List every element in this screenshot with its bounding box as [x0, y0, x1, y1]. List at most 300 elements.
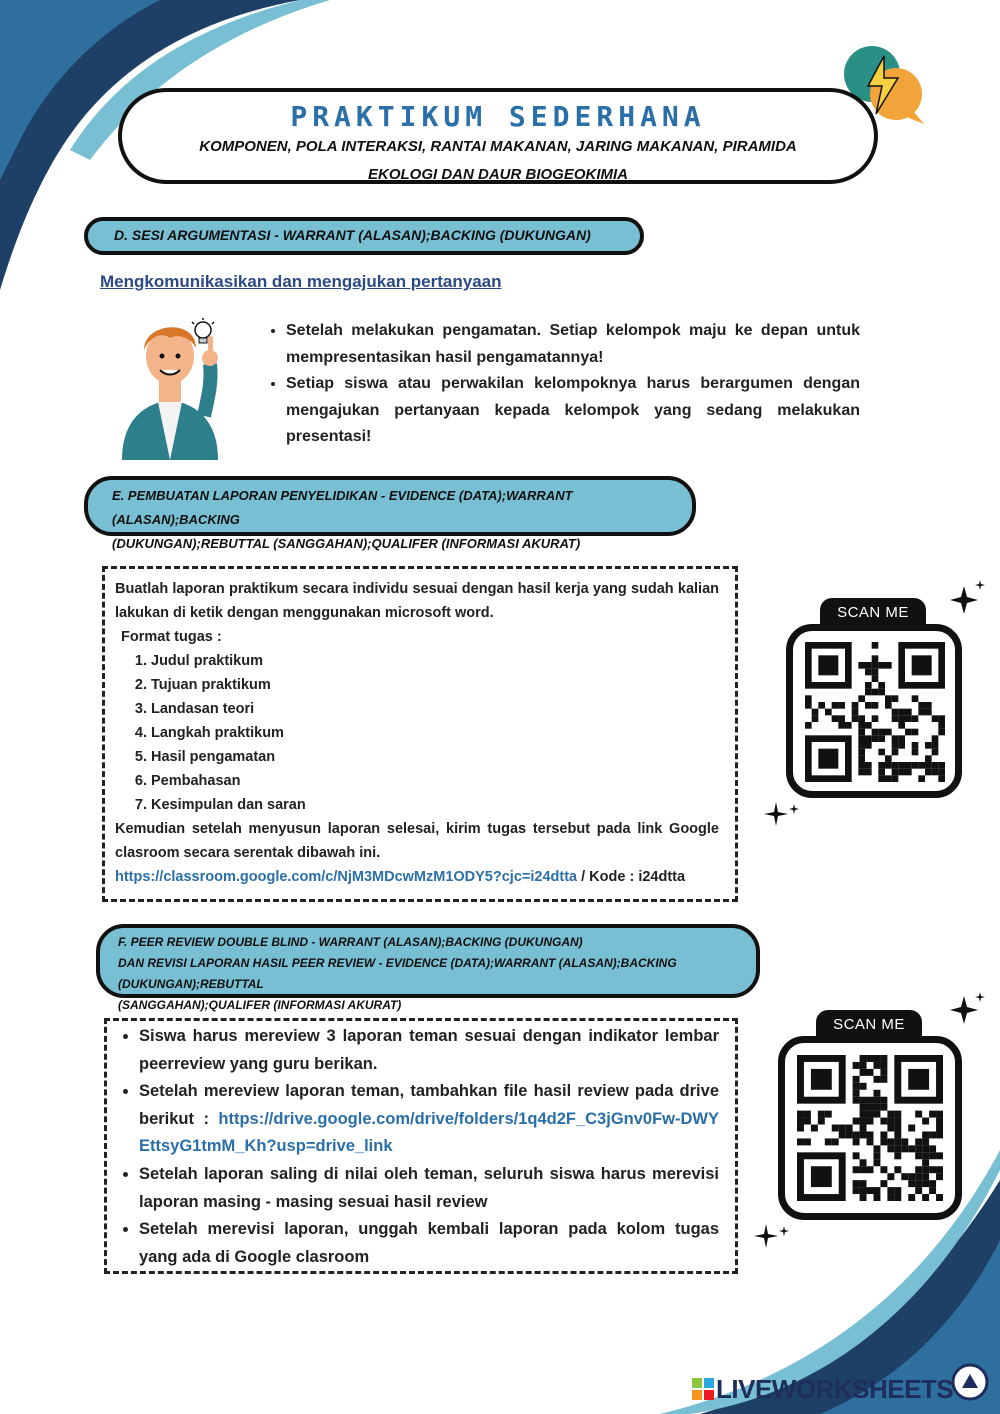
- qr-module: [872, 689, 879, 696]
- qr-code-pattern: [805, 642, 945, 782]
- qr-module: [872, 662, 879, 669]
- qr-module: [936, 1118, 943, 1125]
- qr-module: [901, 1173, 908, 1180]
- list-item: • Setiap siswa atau perwakilan kelompoknya harus berargumen dengan mengajukan pertanyaan kepada kelompok yang sedang melakukan presentasi!: [286, 371, 860, 451]
- qr-module: [867, 1166, 874, 1173]
- qr-module: [873, 1194, 880, 1201]
- qr-module: [922, 1194, 929, 1201]
- qr-code-pattern: [797, 1055, 943, 1201]
- qr-module: [892, 769, 899, 776]
- qr-module: [867, 1055, 874, 1062]
- qr-module: [908, 1173, 915, 1180]
- qr-module: [922, 1118, 929, 1125]
- qr-module: [887, 1145, 894, 1152]
- qr-module: [878, 775, 885, 782]
- qr-module: [853, 1090, 860, 1097]
- list-item: 7. Kesimpulan dan saran: [151, 793, 719, 817]
- qr-module: [878, 729, 885, 736]
- qr-module: [845, 722, 852, 729]
- format-label: Format tugas :: [121, 629, 222, 645]
- qr-module: [805, 695, 812, 702]
- list-item: 1. Judul praktikum: [151, 649, 719, 673]
- qr-module: [912, 729, 919, 736]
- qr-module: [925, 762, 932, 769]
- qr-module: [825, 1111, 832, 1118]
- qr-module: [878, 769, 885, 776]
- qr-module: [885, 729, 892, 736]
- qr-module: [936, 1194, 943, 1201]
- qr-module: [858, 729, 865, 736]
- qr-module: [938, 762, 945, 769]
- qr-module: [929, 1145, 936, 1152]
- qr-module: [922, 1131, 929, 1138]
- qr-module: [797, 1138, 804, 1145]
- qr-module: [898, 762, 905, 769]
- qr-module: [922, 1166, 929, 1173]
- section-f-heading-line-2: DAN REVISI LAPORAN HASIL PEER REVIEW - EVIDENCE (DATA);WARRANT (ALASAN);BACKING (DUKUNGAN);REBUTTAL: [118, 956, 677, 991]
- report-instructions-box: [102, 566, 738, 902]
- qr-module: [894, 1166, 901, 1173]
- qr-module: [929, 1180, 936, 1187]
- qr-module: [880, 1062, 887, 1069]
- scan-me-label: SCAN ME: [816, 1010, 922, 1040]
- qr-module: [873, 1090, 880, 1097]
- qr-module: [901, 1138, 908, 1145]
- qr-module: [894, 1118, 901, 1125]
- qr-module: [932, 715, 939, 722]
- qr-module: [915, 1166, 922, 1173]
- qr-module: [858, 715, 865, 722]
- qr-module: [858, 762, 865, 769]
- qr-module: [853, 1187, 860, 1194]
- qr-module: [867, 1131, 874, 1138]
- qr-module: [936, 1173, 943, 1180]
- qr-module: [918, 709, 925, 716]
- qr-module: [885, 755, 892, 762]
- qr-module: [832, 1125, 839, 1132]
- page-title: PRAKTIKUM SEDERHANA: [290, 100, 706, 133]
- qr-module: [885, 762, 892, 769]
- qr-module: [805, 722, 812, 729]
- qr-module: [853, 1118, 860, 1125]
- qr-module: [915, 1187, 922, 1194]
- qr-module: [936, 1152, 943, 1159]
- section-d-bullets: [262, 318, 860, 451]
- qr-module: [872, 729, 879, 736]
- qr-module: [887, 1187, 894, 1194]
- sparkle-icon: [944, 578, 990, 620]
- qr-module: [825, 1138, 832, 1145]
- qr-module: [867, 1111, 874, 1118]
- qr-module: [898, 722, 905, 729]
- qr-module: [898, 709, 905, 716]
- qr-module: [912, 742, 919, 749]
- qr-module: [880, 1138, 887, 1145]
- lightbulb-icon: [190, 318, 216, 348]
- classroom-link-row: [115, 865, 719, 889]
- qr-module: [865, 722, 872, 729]
- qr-module: [846, 1125, 853, 1132]
- qr-module: [873, 1062, 880, 1069]
- qr-module: [938, 722, 945, 729]
- qr-module: [915, 1180, 922, 1187]
- qr-module: [885, 702, 892, 709]
- qr-module: [858, 695, 865, 702]
- qr-module: [839, 1131, 846, 1138]
- qr-module: [915, 1152, 922, 1159]
- format-list: [115, 649, 719, 817]
- scan-me-label: SCAN ME: [820, 598, 926, 628]
- qr-module: [880, 1118, 887, 1125]
- qr-module: [929, 1111, 936, 1118]
- qr-module: [925, 742, 932, 749]
- qr-module: [853, 1180, 860, 1187]
- list-item: • Siswa harus mereview 3 laporan teman sesuai dengan indikator lembar peerreview yang guru berikan.: [139, 1023, 719, 1078]
- qr-module: [853, 1097, 860, 1104]
- section-e-heading-line-2: (DUKUNGAN);REBUTTAL (SANGGAHAN);QUALIFER (INFORMASI AKURAT): [112, 536, 581, 551]
- qr-module: [892, 749, 899, 756]
- qr-module: [858, 749, 865, 756]
- qr-module: [892, 775, 899, 782]
- qr-module: [852, 709, 859, 716]
- qr-module: [873, 1055, 880, 1062]
- qr-module: [925, 709, 932, 716]
- qr-module: [865, 662, 872, 669]
- qr-module: [880, 1131, 887, 1138]
- drive-link[interactable]: https://drive.google.com/drive/folders/1q4d2F_C3jGnv0Fw-DWYEttsyG1tmM_Kh?usp=drive_link: [139, 1109, 719, 1156]
- qr-module: [818, 1118, 825, 1125]
- qr-module: [894, 1194, 901, 1201]
- liveworksheets-watermark: [716, 1374, 953, 1405]
- qr-module: [887, 1125, 894, 1132]
- qr-module: [867, 1069, 874, 1076]
- qr-module: [880, 1069, 887, 1076]
- qr-module: [860, 1194, 867, 1201]
- qr-module: [936, 1125, 943, 1132]
- qr-module: [873, 1145, 880, 1152]
- qr-module: [878, 662, 885, 669]
- qr-module: [865, 769, 872, 776]
- qr-module: [873, 1111, 880, 1118]
- qr-module: [908, 1145, 915, 1152]
- qr-module: [867, 1097, 874, 1104]
- qr-module: [892, 762, 899, 769]
- qr-module: [878, 689, 885, 696]
- qr-module: [880, 1055, 887, 1062]
- list-item: • Setelah laporan saling di nilai oleh teman, seluruh siswa harus merevisi laporan masing - masing sesuai hasil review: [139, 1161, 719, 1216]
- list-item: 5. Hasil pengamatan: [151, 745, 719, 769]
- qr-module: [894, 1125, 901, 1132]
- qr-module: [918, 762, 925, 769]
- qr-module: [804, 1118, 811, 1125]
- qr-module: [839, 1125, 846, 1132]
- qr-module: [929, 1152, 936, 1159]
- qr-module: [853, 1131, 860, 1138]
- qr-module: [867, 1187, 874, 1194]
- qr-module: [894, 1145, 901, 1152]
- qr-module: [873, 1104, 880, 1111]
- qr-module: [894, 1111, 901, 1118]
- qr-module: [885, 775, 892, 782]
- qr-module: [905, 715, 912, 722]
- qr-module: [938, 729, 945, 736]
- qr-module: [865, 682, 872, 689]
- qr-module: [873, 1152, 880, 1159]
- qr-module: [932, 762, 939, 769]
- qr-module: [894, 1152, 901, 1159]
- qr-module: [908, 1125, 915, 1132]
- qr-module: [901, 1145, 908, 1152]
- qr-module: [936, 1111, 943, 1118]
- qr-module: [873, 1097, 880, 1104]
- qr-module: [832, 715, 839, 722]
- qr-module: [812, 715, 819, 722]
- qr-module: [860, 1062, 867, 1069]
- qr-module: [938, 769, 945, 776]
- qr-module: [898, 715, 905, 722]
- qr-module: [912, 715, 919, 722]
- qr-module: [872, 702, 879, 709]
- qr-module: [860, 1131, 867, 1138]
- list-item: [139, 1078, 719, 1161]
- qr-module: [860, 1166, 867, 1173]
- qr-module: [873, 1159, 880, 1166]
- qr-module: [846, 1131, 853, 1138]
- qr-module: [860, 1104, 867, 1111]
- qr-module: [912, 749, 919, 756]
- section-f-heading-line-3: (SANGGAHAN);QUALIFER (INFORMASI AKURAT): [118, 998, 402, 1012]
- list-item: 2. Tujuan praktikum: [151, 673, 719, 697]
- qr-module: [887, 1194, 894, 1201]
- page-subtitle-line-2: EKOLOGI DAN DAUR BIOGEOKIMIA: [367, 166, 628, 183]
- qr-module: [853, 1152, 860, 1159]
- qr-module: [898, 769, 905, 776]
- qr-module: [880, 1104, 887, 1111]
- qr-module: [797, 1125, 804, 1132]
- qr-module: [932, 735, 939, 742]
- qr-module: [867, 1138, 874, 1145]
- qr-module: [797, 1118, 804, 1125]
- qr-module: [892, 735, 899, 742]
- qr-module: [858, 662, 865, 669]
- qr-module: [858, 769, 865, 776]
- section-e-heading-line-1: E. PEMBUATAN LAPORAN PENYELIDIKAN - EVIDENCE (DATA);WARRANT (ALASAN);BACKING: [112, 488, 573, 527]
- qr-module: [860, 1187, 867, 1194]
- qr-module: [905, 729, 912, 736]
- drive-instruction: Setelah mereview laporan teman, tambahkan file hasil review pada drive berikut :: [139, 1082, 719, 1128]
- qr-module: [878, 762, 885, 769]
- qr-module: [838, 702, 845, 709]
- qr-module: [922, 1180, 929, 1187]
- qr-module: [872, 675, 879, 682]
- qr-module: [818, 1111, 825, 1118]
- qr-module: [880, 1076, 887, 1083]
- watermark-text: LIVEWORKSHEETS: [716, 1374, 954, 1404]
- qr-module: [894, 1131, 901, 1138]
- list-item: 3. Landasan teori: [151, 697, 719, 721]
- qr-module: [925, 755, 932, 762]
- qr-module: [880, 1166, 887, 1173]
- list-item: • Setelah melakukan pengamatan. Setiap kelompok maju ke depan untuk mempresentasikan hasil pengamatannya!: [286, 318, 860, 371]
- report-closing: Kemudian setelah menyusun laporan selesai, kirim tugas tersebut pada link Google clasroom secara serentak dibawah ini.: [115, 821, 719, 861]
- page-corner-icon: [950, 1362, 990, 1402]
- qr-module: [878, 749, 885, 756]
- qr-module: [860, 1159, 867, 1166]
- qr-module: [872, 655, 879, 662]
- class-code: / Kode : i24dtta: [577, 869, 686, 885]
- qr-module: [932, 742, 939, 749]
- qr-module: [858, 735, 865, 742]
- qr-module: [905, 762, 912, 769]
- qr-module: [865, 735, 872, 742]
- section-f-heading-line-1: F. PEER REVIEW DOUBLE BLIND - WARRANT (ALASAN);BACKING (DUKUNGAN): [118, 935, 583, 949]
- qr-module: [932, 769, 939, 776]
- liveworksheets-logo-icon: [692, 1378, 714, 1400]
- qr-module: [918, 775, 925, 782]
- qr-module: [912, 695, 919, 702]
- qr-module: [915, 1173, 922, 1180]
- qr-module: [860, 1118, 867, 1125]
- qr-module: [915, 1138, 922, 1145]
- qr-module: [912, 762, 919, 769]
- qr-module: [804, 1138, 811, 1145]
- qr-module: [865, 742, 872, 749]
- peer-review-list: [113, 1023, 719, 1271]
- page-subtitle-line-1: KOMPONEN, POLA INTERAKSI, RANTAI MAKANAN, JARING MAKANAN, PIRAMIDA: [199, 138, 797, 155]
- qr-module: [853, 1138, 860, 1145]
- section-f-heading: [96, 924, 760, 1012]
- qr-module: [880, 1180, 887, 1187]
- qr-module: [929, 1187, 936, 1194]
- qr-module: [825, 709, 832, 716]
- qr-module: [898, 735, 905, 742]
- qr-module: [860, 1180, 867, 1187]
- peer-review-box: [104, 1018, 738, 1274]
- qr-module: [872, 735, 879, 742]
- qr-module: [853, 1062, 860, 1069]
- qr-module: [936, 1131, 943, 1138]
- qr-module: [922, 1138, 929, 1145]
- sparkle-icon: [760, 798, 806, 832]
- qr-module: [936, 1166, 943, 1173]
- qr-module: [922, 1173, 929, 1180]
- section-e-heading: [84, 476, 696, 551]
- qr-module: [922, 1159, 929, 1166]
- qr-module: [925, 702, 932, 709]
- qr-module: [852, 715, 859, 722]
- qr-module: [938, 775, 945, 782]
- qr-module: [885, 662, 892, 669]
- qr-module: [929, 1166, 936, 1173]
- qr-module: [892, 695, 899, 702]
- qr-module: [797, 1111, 804, 1118]
- qr-module: [853, 1076, 860, 1083]
- qr-module: [898, 742, 905, 749]
- qr-module: [852, 702, 859, 709]
- qr-module: [832, 1138, 839, 1145]
- qr-module: [867, 1118, 874, 1125]
- qr-module: [860, 1055, 867, 1062]
- qr-module: [885, 695, 892, 702]
- qr-module: [887, 1138, 894, 1145]
- qr-module: [918, 702, 925, 709]
- qr-module: [922, 1145, 929, 1152]
- qr-module: [873, 1076, 880, 1083]
- qr-module: [932, 749, 939, 756]
- qr-module: [915, 1111, 922, 1118]
- qr-module: [812, 709, 819, 716]
- qr-module: [929, 1131, 936, 1138]
- qr-module: [860, 1097, 867, 1104]
- qr-module: [860, 1083, 867, 1090]
- sparkle-icon: [940, 990, 990, 1030]
- qr-module: [805, 702, 812, 709]
- section-d-heading: D. SESI ARGUMENTASI - WARRANT (ALASAN);BACKING (DUKUNGAN): [84, 217, 644, 255]
- qr-module: [887, 1118, 894, 1125]
- qr-module: [905, 709, 912, 716]
- qr-module: [892, 742, 899, 749]
- qr-module: [938, 715, 945, 722]
- qr-module: [867, 1104, 874, 1111]
- qr-module: [832, 702, 839, 709]
- qr-module: [872, 669, 879, 676]
- qr-code-classroom[interactable]: [786, 624, 962, 798]
- qr-module: [925, 769, 932, 776]
- qr-module: [887, 1111, 894, 1118]
- sparkle-icon: [750, 1220, 796, 1254]
- qr-module: [887, 1173, 894, 1180]
- qr-module: [838, 722, 845, 729]
- qr-module: [811, 1125, 818, 1132]
- header-banner: [118, 88, 878, 184]
- list-item: • Setelah merevisi laporan, unggah kembali laporan pada kolom tugas yang ada di Google clasroom: [139, 1216, 719, 1271]
- qr-module: [860, 1111, 867, 1118]
- report-intro: Buatlah laporan praktikum secara individu sesuai dengan hasil kerja yang sudah kalian lakukan di ketik dengan menggunakan microsoft word.: [115, 581, 719, 621]
- qr-module: [858, 742, 865, 749]
- qr-module: [858, 755, 865, 762]
- qr-module: [865, 762, 872, 769]
- qr-module: [905, 769, 912, 776]
- list-item: 4. Langkah praktikum: [151, 721, 719, 745]
- qr-module: [858, 722, 865, 729]
- qr-module: [878, 682, 885, 689]
- qr-module: [894, 1187, 901, 1194]
- qr-module: [853, 1166, 860, 1173]
- qr-module: [915, 1145, 922, 1152]
- qr-module: [865, 689, 872, 696]
- list-item: 6. Pembahasan: [151, 769, 719, 793]
- qr-module: [853, 1083, 860, 1090]
- qr-module: [878, 735, 885, 742]
- qr-module: [908, 1180, 915, 1187]
- qr-module: [872, 642, 879, 649]
- qr-module: [860, 1125, 867, 1132]
- classroom-link[interactable]: https://classroom.google.com/c/NjM3MDcwMzM1ODY5?cjc=i24dtta: [115, 869, 578, 885]
- qr-module: [873, 1187, 880, 1194]
- qr-module: [818, 702, 825, 709]
- qr-code-drive[interactable]: [778, 1036, 962, 1220]
- qr-module: [892, 709, 899, 716]
- qr-module: [860, 1069, 867, 1076]
- qr-module: [880, 1097, 887, 1104]
- qr-module: [865, 702, 872, 709]
- section-d-subheading: Mengkomunikasikan dan mengajukan pertanyaan: [100, 272, 502, 291]
- qr-module: [804, 1111, 811, 1118]
- qr-module: [838, 715, 845, 722]
- qr-module: [892, 715, 899, 722]
- qr-module: [894, 1138, 901, 1145]
- qr-module: [922, 1152, 929, 1159]
